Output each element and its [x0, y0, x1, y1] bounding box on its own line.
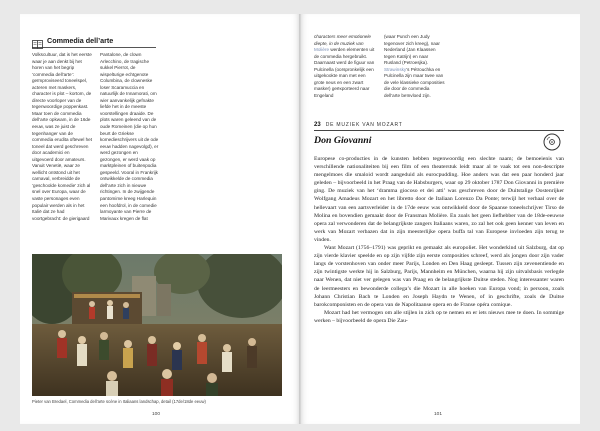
sidebar-column-1: Volkscultuur, dat is het eerste waar je aan denkt bij het horen van het begrip ‘commedia dell’arte’: geïmproviseerd toneelspel, acteren met maskers, character is plot – kortom, de directe voorloper van de tegenwoordige poppenkast. Maar toen de commedia dell’arte opkwam, in de 16de eeuw, was ze juist de tegenhanger van de commedia erudita oftewel het toneel dat werd geschreven door academici en uitgevoerd door amateurs. Vanuit Venetië, waar ze wellicht ontstond uit het carnaval, verbreidde de ‘geschoolde komedie’ zich al snel over Europa, waar de vaste personages even populair werden als in het Italië dat ze had voortgebracht: de gierigaard: [32, 52, 92, 221]
paragraph-2: Want Mozart (1756–1791) was geprikt en gemaakt als europoliet. Het wonderkind uit Salzburg, dat op zijn vierde klavier speelde en op zijn vijfde zijn eerste composities schreef, werd als jongen door zijn vader langs de vorstenhoven van onder meer Parijs, Londen en Den Haag gesleept. Tussen zijn zevenentiende en zijn twintigste werkte hij in Salzburg, Parijs, Mannheim en München, waarna hij zijn uitvalsbasis verlegde naar Wenen, dat niet ver gelegen was van Praag en de belangrijkste Duitse steden. Nog interessanter waren de leermeesters en bewonderde collega’s die Mozart in alle hoeken van Europa vond; in persoon, zoals Johann Christian Bach te Londen en Joseph Haydn te Wenen, of in geschrifte, zoals de Duitse barokcomponisten en de opera van de Napolitaanse opera en de Franse opéra comique.: [314, 245, 564, 308]
cd-disc-icon[interactable]: [543, 133, 561, 151]
text-run: characters meer emotionele diepte, in de muziek van: [314, 34, 371, 46]
book-icon: [32, 36, 43, 45]
text-run: ’s Pétrouchka en Pulcinella zijn maar twee van de vele klassieke composities die door de commedia dell’arte beïnvloed zijn.: [384, 66, 445, 98]
book-gutter: [299, 14, 301, 424]
right-page: [300, 14, 580, 424]
link-strawinsky[interactable]: Strawinsky: [384, 66, 407, 72]
sidebar-column-2: Pantalone, de clown Arlecchino, de tragische sukkel Pierrot, de wispelturige echtgenote Columbina, de clowneske loser Scaramuccia en natuurlijk de Innamorati, om wier aanvankelijk gefnakte liefde het in de meeste voorstellingen draaide. De plots waren geleend van de oude Romeinen (die op hun beurt de Griekse komedieschrijvers uit de ode eeuw hadden nagevolgd), er werd gezongen en gezongen, er werd vaak op marktpleinen of buitenpodia gespeeld. Vooral in Frankrijk ontwikkelde de commedia dell’arte zich in nieuwe richtingen. In de zwijgende pantomime kreeg Harlequin een hoofdrol, in de comedie larmoyante van Pierre de Marivaux kregen de flat: [100, 52, 159, 221]
chapter-number: 23: [314, 122, 321, 128]
sidebar-continued-column-1: [314, 34, 376, 114]
paragraph-3: Mozart had het vermogen om alle stijlen in zich op te nemen en er iets nieuws mee te doen. In sommige werken – bijvoorbeeld de opera Die Zau-: [314, 309, 564, 324]
painting-caption: Pieter van Bredael, Commedia dell’arte scène in Italiaans landschap, detail (17de/18de eeuw): [32, 399, 206, 404]
section-heading: Don Giovanni: [314, 135, 372, 146]
article-body: [314, 155, 564, 407]
chapter-label: DE MUZIEK VAN MOZART: [325, 122, 403, 128]
chapter-rule: [314, 130, 564, 131]
painting-commedia-scene: [32, 254, 282, 396]
left-page: [20, 14, 300, 424]
sidebar-continued-column-2: [384, 34, 446, 114]
chapter-header: [314, 122, 403, 128]
link-moliere[interactable]: Molière: [314, 47, 330, 53]
sidebar-box-title: [32, 34, 156, 48]
page-number-left: 100: [152, 412, 161, 417]
page-number-right: 101: [434, 412, 443, 417]
book-spread: [20, 14, 580, 424]
text-run: (waar Punch een Judy tegenover zich kreeg), naar Nederland (Jan Klaassen tegen Katrijn) en naar Rusland (Petroesjka).: [384, 34, 440, 66]
paragraph-1: Europese co-producties in de kunsten hebben tegenwoordig een slechte naam; de bemoeienis van verschillende nationaliteiten bij een film of een theaterstuk leidt maar al te vaak tot een non-descripte mengelmoes die smaloid wordt aangeduid als eurocpudding. Hoe anders was dat een paar honderd jaar geleden – bijvoorbeeld in het Praag van de Habsburgers, waar op 29 oktober 1787 Don Giovanni in première ging. De muziek van het ‘dramma giocoso et dei atti’ was geschreven door de Duitstalige Oostenrijker Wolfgang Amadeus Mozart en het libretto door de Italiaan Lorenzo Da Ponte; terwijl het verhaal over de hellevaart van een aartsverleider in de 17de eeuw was ontwikkeld door de Spaanse toneelschrijver Tirso de Molina en bovendien gemaakt door de Fransman Molière. En zoals het geen liefhebber van de 18de-eeuwse opera zal verwonderen dat de belangrijkste zangers Italiaans waren, zo zal het ook geen kenner van leven en werk van Mozart verbazen dat in zijn meesterlijke opera buffa tal van Europese invloeden zijn terug te vinden.: [314, 156, 564, 243]
box-title-text: Commedia dell’arte: [47, 36, 114, 45]
text-run: werden elementen uit de commedia hergebruikt. Daarnaast werd de figuur van Pulcinella (oorspronkelijk een uitgekookte man met een grote neus en een zwart masker) geëxporteerd naar Engeland: [314, 47, 375, 98]
